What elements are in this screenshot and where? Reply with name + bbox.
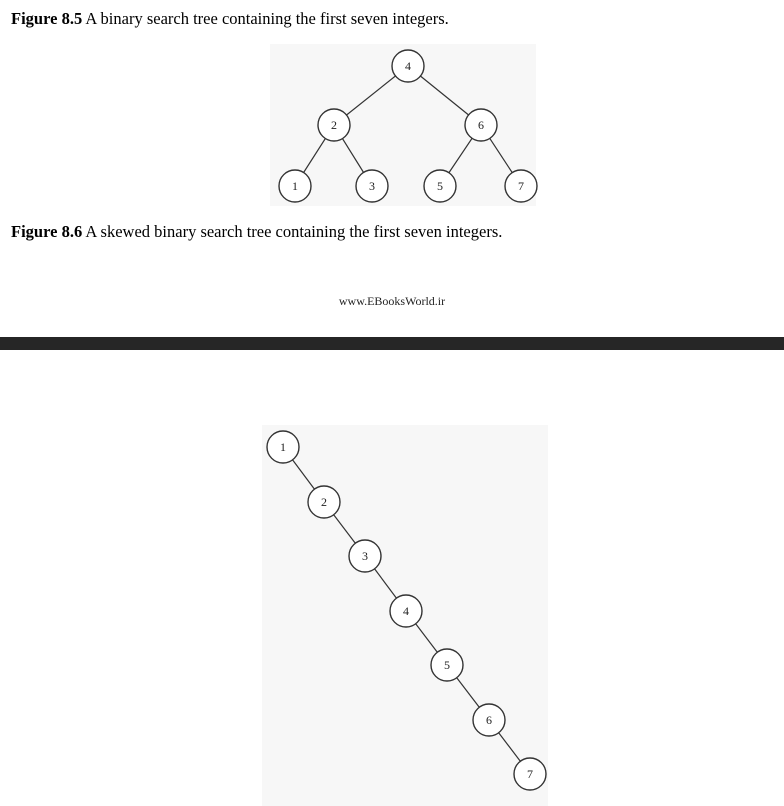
- tree-node-value: 7: [527, 767, 533, 781]
- figure-8-6-caption: [11, 222, 502, 242]
- tree-node: [279, 170, 311, 202]
- tree-node-value: 5: [444, 658, 450, 672]
- tree-node: [390, 595, 422, 627]
- figure-label: Figure 8.5: [11, 9, 83, 28]
- tree-node-value: 1: [280, 440, 286, 454]
- tree-node: [308, 486, 340, 518]
- tree-node: [356, 170, 388, 202]
- skewed-bst-diagram: [0, 400, 784, 806]
- tree-node: [431, 649, 463, 681]
- tree-node-value: 1: [292, 179, 298, 193]
- tree-node: [392, 50, 424, 82]
- figure-label: Figure 8.6: [11, 222, 83, 241]
- tree-node-value: 6: [478, 118, 484, 132]
- tree-node: [505, 170, 537, 202]
- tree-node-value: 4: [405, 59, 411, 73]
- tree-node-value: 5: [437, 179, 443, 193]
- tree-node-value: 2: [321, 495, 327, 509]
- tree-node: [424, 170, 456, 202]
- tree-node: [514, 758, 546, 790]
- figure-caption-text: A skewed binary search tree containing the first seven integers.: [85, 222, 503, 241]
- tree-node: [473, 704, 505, 736]
- tree-node: [267, 431, 299, 463]
- tree-node-value: 3: [362, 549, 368, 563]
- tree-node: [465, 109, 497, 141]
- tree-node-value: 2: [331, 118, 337, 132]
- tree-node-value: 3: [369, 179, 375, 193]
- watermark-text: www.EBooksWorld.ir: [338, 294, 446, 308]
- tree-node: [318, 109, 350, 141]
- tree-node: [349, 540, 381, 572]
- tree-node-value: 7: [518, 179, 524, 193]
- tree-node-value: 4: [403, 604, 409, 618]
- page-divider: [0, 337, 784, 350]
- tree-node-value: 6: [486, 713, 492, 727]
- figure-caption-text: A binary search tree containing the first seven integers.: [85, 9, 449, 28]
- balanced-bst-diagram: [0, 0, 784, 220]
